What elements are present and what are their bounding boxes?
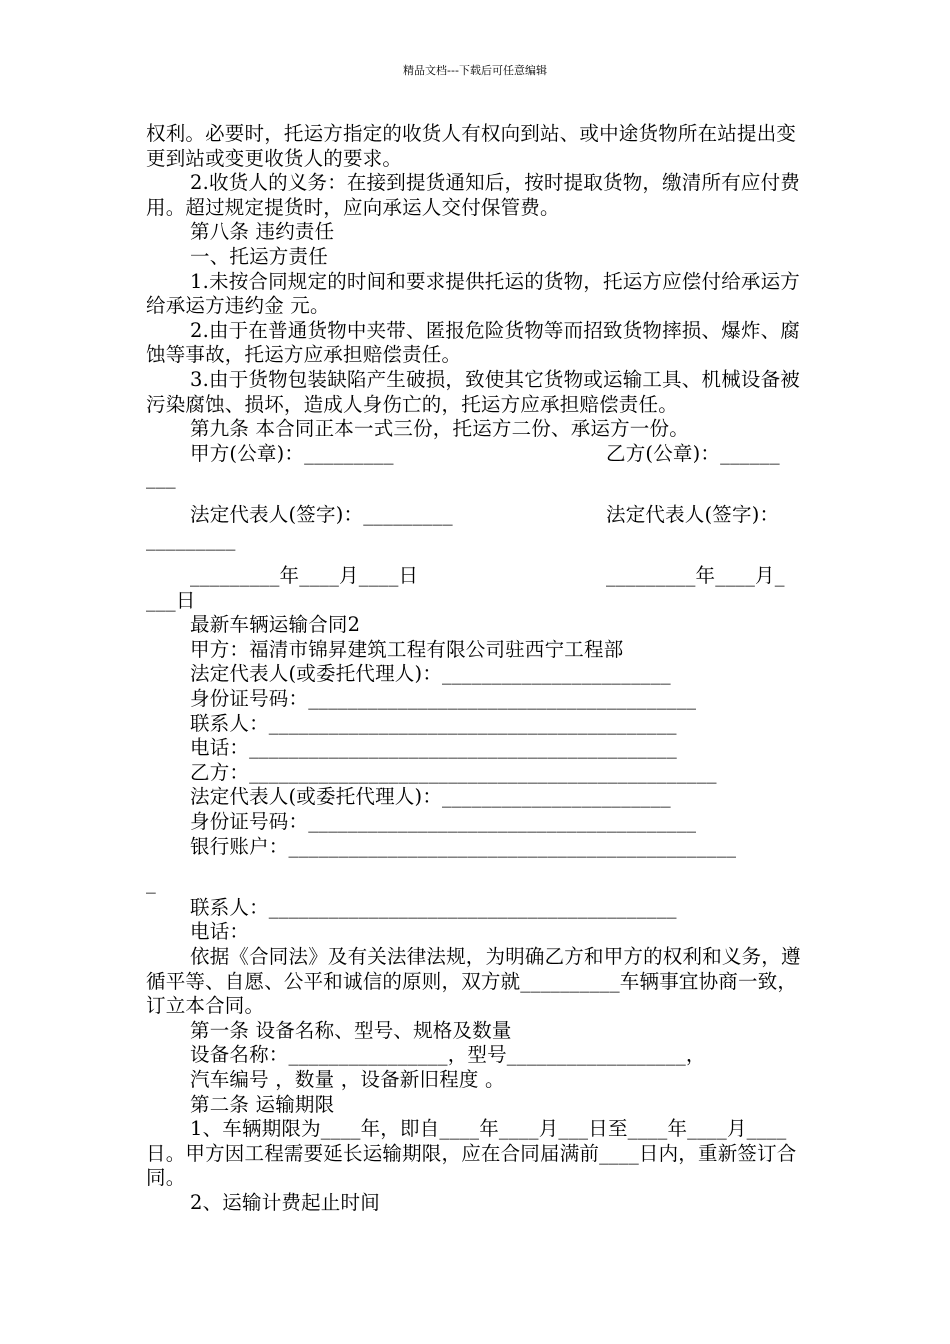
signature-row-seal <box>146 442 810 467</box>
party-a-representative-field: 法定代表人(签字)：_________ <box>190 502 453 526</box>
paragraph: 依据《合同法》及有关法律法规，为明确乙方和甲方的权利和义务，遵循平等、自愿、公平和诚信的原则，双方就__________车辆事宜协商一致，订立本合同。 <box>146 945 801 1018</box>
article-heading: 第一条 设备名称、型号、规格及数量 <box>190 1018 512 1042</box>
signature-row-representative <box>146 503 810 528</box>
contact-line: 联系人：_________________________________________ <box>190 711 677 735</box>
party-b-representative-field: 法定代表人(签字)： <box>606 502 780 526</box>
article-heading: 第九条 本合同正本一式三份，托运方二份、承运方一份。 <box>190 417 689 441</box>
phone-line: 电话：___________________________________________ <box>190 736 677 760</box>
paragraph: 权利。必要时，托运方指定的收货人有权向到站、或中途货物所在站提出变更到站或变更收货人的要求。 <box>146 122 797 170</box>
paragraph: 1.未按合同规定的时间和要求提供托运的货物，托运方应偿付给承运方给承运方违约金 元。 <box>146 269 801 318</box>
article-heading: 第二条 运输期限 <box>190 1092 335 1116</box>
id-number-line: 身份证号码：_______________________________________ <box>190 810 697 834</box>
paragraph: 2.收货人的义务：在接到提货通知后，按时提取货物，缴清所有应付费用。超过规定提货时，应向承运人交付保管费。 <box>146 171 801 219</box>
party-a-line: 甲方：福清市锦昇建筑工程有限公司驻西宁工程部 <box>190 637 624 661</box>
paragraph: 2.由于在普通货物中夹带、匿报危险货物等而招致货物摔损、爆炸、腐蚀等事故，托运方应承担赔偿责任。 <box>146 318 801 367</box>
vehicle-number-line: 汽车编号 ，数量 ，设备新旧程度 。 <box>190 1067 505 1091</box>
party-b-seal-field: 乙方(公章)：______ <box>606 441 780 465</box>
document-body <box>146 122 810 1216</box>
party-b-date-field: _________年____月_ <box>606 564 785 588</box>
phone-line: 电话： <box>190 920 250 944</box>
party-a-date-field: _________年____月____日 <box>190 564 419 588</box>
party-a-seal-field: 甲方(公章)：_________ <box>190 441 394 465</box>
contact-line: 联系人：_________________________________________ <box>190 895 677 919</box>
legal-rep-line: 法定代表人(或委托代理人)：_______________________ <box>190 785 671 809</box>
bank-account-continuation: _ <box>146 871 156 895</box>
paragraph: 3.由于货物包装缺陷产生破损，致使其它货物或运输工具、机械设备被污染腐蚀、损坏，造成人身伤亡的，托运方应承担赔偿责任。 <box>146 367 801 416</box>
paragraph: 2、运输计费起止时间 <box>190 1190 380 1214</box>
article-heading: 第八条 违约责任 <box>190 220 335 244</box>
signature-continuation: _________ <box>146 527 236 551</box>
signature-row-date <box>146 564 810 589</box>
paragraph: 1、车辆期限为____年，即自____年____月___日至____年____月____日。甲方因工程需要延长运输期限，应在合同届满前____日内，重新签订合同。 <box>146 1117 797 1190</box>
legal-rep-line: 法定代表人(或委托代理人)：_______________________ <box>190 662 671 686</box>
party-b-line: 乙方：_______________________________________________ <box>190 760 717 784</box>
id-number-line: 身份证号码：_______________________________________ <box>190 687 697 711</box>
bank-account-line: 银行账户：_____________________________________________ <box>190 834 737 858</box>
equipment-line: 设备名称：________________，型号__________________， <box>190 1043 706 1067</box>
section-heading: 一、托运方责任 <box>190 244 328 268</box>
contract-title: 最新车辆运输合同2 <box>190 613 361 637</box>
signature-continuation: ___ <box>146 466 176 490</box>
page-header: 精品文档---下载后可任意编辑 <box>403 64 547 77</box>
signature-continuation: ___日 <box>146 588 196 612</box>
